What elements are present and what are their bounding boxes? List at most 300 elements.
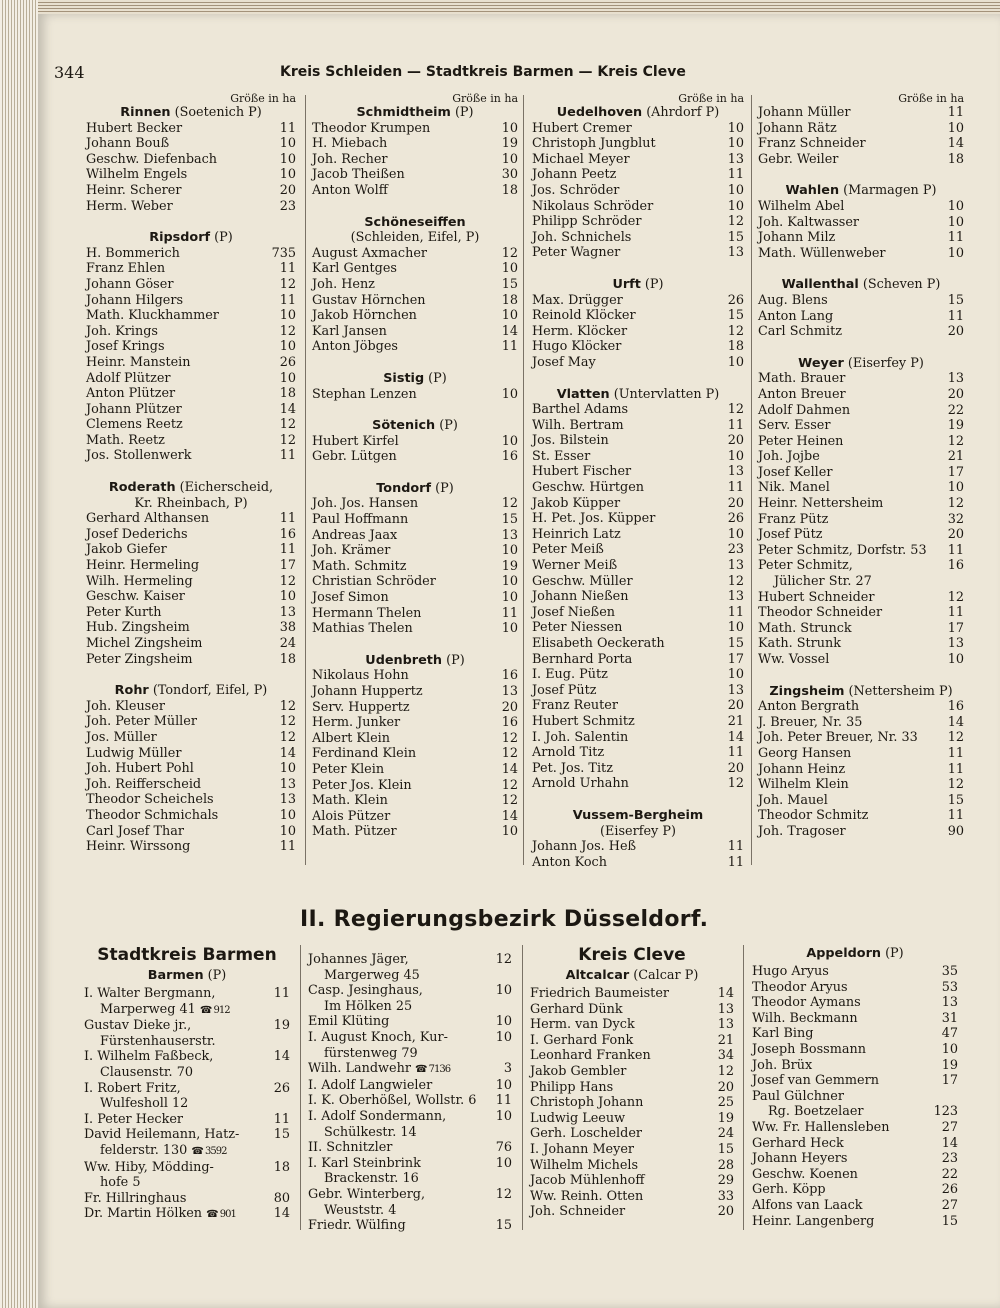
owner-name: Emil Klüting <box>308 1014 390 1030</box>
table-row <box>530 1142 734 1158</box>
owner-name: Geschw. Müller <box>532 573 633 589</box>
table-row <box>84 1112 290 1128</box>
owner-name: Josef Simon <box>312 590 389 606</box>
table-row <box>86 792 296 808</box>
owner-name: Heinr. Wirssong <box>86 839 191 855</box>
owner-name: Wilh. Hermeling <box>86 573 193 589</box>
owner-name: Anton Koch <box>532 854 607 870</box>
table-row <box>308 1078 512 1094</box>
area-ha: 11 <box>947 808 964 824</box>
table-row <box>86 714 296 730</box>
table-row <box>312 793 518 809</box>
owner-name: Serv. Huppertz <box>312 699 410 715</box>
directory-column <box>86 92 296 855</box>
owner-name: I. Wilhelm Faßbeck, <box>84 1049 214 1065</box>
area-ha: 20 <box>947 527 964 543</box>
table-row <box>86 386 296 402</box>
area-ha: 33 <box>717 1188 734 1204</box>
owner-name: Barthel Adams <box>532 402 629 418</box>
table-row <box>86 136 296 152</box>
table-row <box>758 449 964 465</box>
owner-name: Theodor Aryus <box>752 979 848 995</box>
table-row <box>530 1189 734 1205</box>
area-ha: 13 <box>727 682 744 698</box>
table-row <box>752 1198 958 1214</box>
area-ha: 20 <box>947 324 964 340</box>
owner-name: Wilh. Bertram <box>532 417 624 433</box>
address-line: felderstr. 130 ☎ 3592 <box>100 1142 227 1158</box>
area-ha: 12 <box>279 432 296 448</box>
table-row <box>86 746 296 762</box>
owner-name: August Axmacher <box>312 245 428 261</box>
area-ha: 12 <box>947 589 964 605</box>
owner-name: Stephan Lenzen <box>312 386 417 402</box>
owner-name: I. Adolf Sondermann, <box>308 1108 447 1124</box>
unit-label: Größe in ha <box>898 92 964 105</box>
area-ha: 10 <box>727 198 744 214</box>
directory-column <box>84 944 290 1223</box>
table-row <box>532 574 744 590</box>
table-row <box>84 1049 290 1065</box>
page-number: 344 <box>54 63 85 82</box>
area-ha: 11 <box>279 448 296 464</box>
owner-name: Heinr. Langenberg <box>752 1213 875 1229</box>
area-ha: 13 <box>727 464 744 480</box>
owner-name: Math. Schmitz <box>312 558 407 574</box>
table-row <box>758 574 964 590</box>
owner-name: Geschw. Diefenbach <box>86 151 218 167</box>
table-row <box>532 418 744 434</box>
owner-name: Hugo Aryus <box>752 964 829 979</box>
table-row <box>532 152 744 168</box>
table-row <box>530 1111 734 1127</box>
owner-name: Peter Schmitz, <box>758 558 853 574</box>
table-row <box>752 1073 958 1089</box>
table-row <box>532 542 744 558</box>
owner-name: Carl Josef Thar <box>86 823 185 839</box>
area-ha: 12 <box>727 402 744 418</box>
place-postal-note: (P) <box>450 105 474 120</box>
table-row <box>312 434 518 450</box>
area-ha: 10 <box>501 308 518 324</box>
top-page-edges <box>38 0 1000 14</box>
owner-name: Jos. Müller <box>86 729 157 745</box>
owner-name: I. Gerhard Fonk <box>530 1032 634 1048</box>
area-ha: 13 <box>717 1001 734 1017</box>
table-row <box>312 621 518 637</box>
area-ha: 14 <box>501 761 518 777</box>
area-ha: 15 <box>727 229 744 245</box>
area-ha: 14 <box>501 323 518 339</box>
area-ha: 15 <box>941 1213 958 1229</box>
owner-name: Joseph Bossmann <box>752 1041 866 1057</box>
area-ha: 21 <box>947 449 964 465</box>
table-row <box>758 387 964 403</box>
area-ha: 11 <box>947 605 964 621</box>
area-ha: 10 <box>495 1029 512 1045</box>
table-row <box>86 417 296 433</box>
area-ha: 16 <box>947 699 964 715</box>
area-ha: 12 <box>727 776 744 792</box>
owner-name: Joh. Krings <box>86 323 158 339</box>
table-row <box>752 1026 958 1042</box>
table-row <box>752 1042 958 1058</box>
column-rule <box>743 945 744 1230</box>
place-postal-note: (Soetenich P) <box>170 105 262 120</box>
table-row <box>530 1204 734 1220</box>
table-row <box>758 512 964 528</box>
table-row <box>532 527 744 543</box>
table-row <box>312 183 518 199</box>
area-ha: 12 <box>501 496 518 512</box>
table-row <box>530 1126 734 1142</box>
area-ha: 11 <box>279 511 296 527</box>
table-row <box>532 667 744 683</box>
section-gap <box>758 668 964 684</box>
owner-name: Christoph Johann <box>530 1095 644 1111</box>
table-row <box>752 1104 958 1120</box>
owner-name: Josef Keller <box>758 464 833 480</box>
owner-name: Fr. Hillringhaus <box>84 1190 187 1206</box>
table-row <box>758 621 964 637</box>
table-row <box>84 1206 290 1223</box>
owner-name: Arnold Urhahn <box>532 776 629 792</box>
table-row <box>758 293 964 309</box>
owner-name: Gerh. Loschelder <box>530 1126 643 1142</box>
table-row <box>758 246 964 262</box>
area-ha: 10 <box>279 136 296 152</box>
owner-name: Ww. Fr. Hallensleben <box>752 1119 890 1135</box>
table-row <box>86 542 296 558</box>
table-row <box>308 983 512 999</box>
area-ha: 12 <box>501 730 518 746</box>
area-ha: 10 <box>279 761 296 777</box>
area-ha: 18 <box>279 651 296 667</box>
owner-name: Ludwig Leeuw <box>530 1110 626 1126</box>
area-ha: 10 <box>727 120 744 136</box>
spacer <box>308 944 512 952</box>
area-ha: 12 <box>501 777 518 793</box>
area-ha: 17 <box>947 620 964 636</box>
owner-name: Hubert Cremer <box>532 120 632 136</box>
owner-name: Heinr. Manstein <box>86 354 191 370</box>
area-ha: 12 <box>947 496 964 512</box>
area-ha: 3 <box>503 1061 512 1077</box>
table-row <box>532 339 744 355</box>
table-row <box>532 433 744 449</box>
area-ha: 18 <box>273 1159 290 1175</box>
section-gap <box>532 261 744 277</box>
address-line: hofe 5 <box>100 1175 141 1191</box>
owner-name: Joh. Jojbe <box>758 449 820 465</box>
section-heading <box>758 356 964 372</box>
table-row <box>84 1018 290 1034</box>
owner-name: Math. Reetz <box>86 432 165 448</box>
table-row <box>312 731 518 747</box>
table-row <box>312 324 518 340</box>
table-row <box>758 136 964 152</box>
table-row <box>86 839 296 855</box>
area-ha: 10 <box>727 620 744 636</box>
owner-name: Theodor Krumpen <box>312 120 431 136</box>
owner-name: Karl Jansen <box>312 323 387 339</box>
table-row <box>312 574 518 590</box>
area-ha: 11 <box>727 167 744 183</box>
area-ha: 38 <box>279 620 296 636</box>
table-row <box>758 434 964 450</box>
owner-name: Gerh. Köpp <box>752 1182 826 1198</box>
table-row <box>86 355 296 371</box>
area-ha: 10 <box>279 339 296 355</box>
section-heading <box>84 966 290 986</box>
table-row <box>752 1167 958 1183</box>
table-row <box>308 1061 512 1078</box>
area-ha: 23 <box>727 542 744 558</box>
table-row <box>86 199 296 215</box>
table-row <box>758 808 964 824</box>
table-row <box>532 121 744 137</box>
table-row <box>532 214 744 230</box>
table-row <box>530 1080 734 1096</box>
place-postal-note: (P) <box>424 370 447 386</box>
area-ha: 26 <box>727 511 744 527</box>
owner-name: Hubert Becker <box>86 120 183 136</box>
owner-name: David Heilemann, Hatz- <box>84 1127 240 1143</box>
column-rule <box>751 95 752 865</box>
area-ha: 10 <box>501 151 518 167</box>
owner-name: Theodor Schmichals <box>86 807 219 823</box>
area-ha: 13 <box>279 776 296 792</box>
section-gap <box>312 199 518 215</box>
district-heading: Kreis Cleve <box>578 945 686 965</box>
directory-column <box>758 92 964 840</box>
place-postal-note: (Schleiden, Eifel, P) <box>350 230 480 246</box>
table-row <box>86 652 296 668</box>
section-gap <box>86 464 296 480</box>
directory-column <box>308 944 512 1234</box>
section-heading <box>532 105 744 121</box>
owner-name: Franz Pütz <box>758 511 829 527</box>
table-row <box>86 433 296 449</box>
table-row <box>86 620 296 636</box>
owner-name: Elisabeth Oeckerath <box>532 636 665 651</box>
section-gap <box>312 402 518 418</box>
area-ha: 31 <box>941 1010 958 1026</box>
area-ha: 14 <box>727 729 744 745</box>
table-row <box>86 699 296 715</box>
table-row <box>312 528 518 544</box>
owner-name: Gustav Dieke jr., <box>84 1018 192 1034</box>
table-row <box>86 324 296 340</box>
owner-name: Johann Müller <box>758 105 851 120</box>
owner-name: Heinrich Latz <box>532 526 621 542</box>
area-ha: 14 <box>501 808 518 824</box>
table-row <box>312 809 518 825</box>
table-row <box>758 309 964 325</box>
owner-name: Carl Schmitz <box>758 324 842 340</box>
area-ha: 12 <box>279 323 296 339</box>
unit-label: Größe in ha <box>230 92 296 105</box>
area-ha: 10 <box>279 823 296 839</box>
owner-name: Josef Nießen <box>532 604 616 620</box>
area-ha: 20 <box>279 182 296 198</box>
owner-name: Michel Zingsheim <box>86 636 203 651</box>
table-row <box>312 246 518 262</box>
area-ha: 30 <box>501 167 518 183</box>
owner-name: Friedr. Wülfing <box>308 1218 406 1234</box>
table-row <box>312 121 518 137</box>
area-ha: 10 <box>947 120 964 136</box>
section-gap <box>312 465 518 481</box>
phone-number: ☎ 901 <box>206 1209 236 1221</box>
owner-name: Ww. Reinh. Otten <box>530 1188 644 1204</box>
area-ha: 53 <box>941 979 958 995</box>
owner-name: Peter Jos. Klein <box>312 777 412 793</box>
section-heading <box>86 480 296 496</box>
area-ha: 13 <box>941 995 958 1011</box>
place-postal-note: (Eicherscheid, <box>175 480 274 496</box>
owner-name: Math. Pützer <box>312 824 397 840</box>
owner-name: Math. Wüllenweber <box>758 245 886 261</box>
phone-icon: ☎ <box>206 1209 218 1221</box>
section-heading <box>312 418 518 434</box>
area-ha: 11 <box>495 1093 512 1109</box>
place-postal-note: (Eiserfey P) <box>600 823 676 839</box>
owner-name: Serv. Esser <box>758 418 831 434</box>
owner-name: Josef Dederichs <box>86 526 188 542</box>
owner-name: Josef Pütz <box>532 682 597 698</box>
owner-name: Math. Klein <box>312 793 388 809</box>
area-ha: 735 <box>271 245 296 261</box>
table-row <box>532 839 744 855</box>
table-row <box>758 230 964 246</box>
table-row <box>84 1191 290 1207</box>
table-row <box>84 1081 290 1097</box>
table-row <box>86 308 296 324</box>
table-row <box>758 215 964 231</box>
table-row <box>312 778 518 794</box>
place-name: Schmidtheim <box>356 105 451 120</box>
table-row <box>86 527 296 543</box>
table-row <box>752 1011 958 1027</box>
table-row <box>758 762 964 778</box>
area-ha: 13 <box>947 636 964 652</box>
address-line: Margerweg 45 <box>324 967 420 983</box>
area-ha: 28 <box>717 1157 734 1173</box>
area-ha: 32 <box>947 511 964 527</box>
section-heading <box>532 277 744 293</box>
owner-name: Nikolaus Schröder <box>532 198 654 214</box>
place-postal-note: (Eiserfey P) <box>843 355 924 371</box>
owner-name: I. Eug. Pütz <box>532 667 608 683</box>
table-row <box>312 746 518 762</box>
area-ha: 10 <box>501 120 518 136</box>
area-ha: 11 <box>273 1111 290 1127</box>
owner-name: Johann Heyers <box>752 1151 848 1167</box>
owner-name: Joh. Henz <box>312 276 375 292</box>
area-ha: 10 <box>501 824 518 840</box>
address-line: Marperweg 41 ☎ 912 <box>100 1001 230 1017</box>
area-ha: 16 <box>501 668 518 684</box>
table-row <box>532 714 744 730</box>
area-ha: 17 <box>727 651 744 667</box>
area-ha: 20 <box>501 699 518 715</box>
owner-name: Jacob Mühlenhoff <box>530 1173 645 1189</box>
area-ha: 12 <box>727 323 744 339</box>
area-ha: 13 <box>947 371 964 387</box>
owner-name: Hubert Kirfel <box>312 433 399 449</box>
place-postal-note: Kr. Rheinbach, P) <box>134 495 248 511</box>
area-ha: 13 <box>717 1017 734 1033</box>
place-postal-note: (Untervlatten P) <box>609 386 720 402</box>
area-ha: 12 <box>279 276 296 292</box>
table-row <box>308 1187 512 1203</box>
owner-name: Wilhelm Abel <box>758 198 845 214</box>
table-row <box>758 105 964 121</box>
table-row <box>86 277 296 293</box>
area-ha: 24 <box>279 636 296 651</box>
area-ha: 27 <box>941 1197 958 1213</box>
owner-name: Gerhard Heck <box>752 1135 844 1151</box>
area-ha: 76 <box>495 1140 512 1156</box>
owner-name: Adolf Dahmen <box>758 402 851 418</box>
owner-name: Jakob Hörnchen <box>312 308 417 324</box>
section-gap <box>758 261 964 277</box>
table-row <box>86 402 296 418</box>
owner-name: Jos. Stollenwerk <box>86 448 192 464</box>
unit-label: Größe in ha <box>678 92 744 105</box>
area-ha: 19 <box>941 1057 958 1073</box>
owner-name: Joh. Jos. Hansen <box>312 496 419 512</box>
phone-icon: ☎ <box>415 1064 427 1076</box>
section-heading <box>532 387 744 403</box>
owner-name: Joh. Kaltwasser <box>758 214 860 230</box>
table-row <box>532 324 744 340</box>
area-ha: 11 <box>501 605 518 621</box>
owner-name: Hub. Zingsheim <box>86 620 190 636</box>
area-ha: 16 <box>501 715 518 731</box>
table-row <box>312 308 518 324</box>
owner-name: Gerhard Althansen <box>86 511 210 527</box>
area-ha: 10 <box>501 261 518 277</box>
table-row <box>86 121 296 137</box>
area-ha: 20 <box>727 433 744 449</box>
area-ha: 23 <box>279 198 296 214</box>
area-ha: 11 <box>947 745 964 761</box>
owner-name: Johann Jos. Heß <box>532 839 637 855</box>
table-row <box>312 668 518 684</box>
address-line: Clausenstr. 70 <box>100 1064 193 1080</box>
owner-name: II. Schnitzler <box>308 1140 393 1156</box>
area-ha: 20 <box>727 495 744 511</box>
section-heading <box>312 215 518 231</box>
area-ha: 23 <box>941 1151 958 1167</box>
owner-name: Hermann Thelen <box>312 605 422 621</box>
table-row <box>312 543 518 559</box>
place-postal-note: (P) <box>431 480 454 496</box>
table-row <box>758 746 964 762</box>
area-ha: 16 <box>501 449 518 465</box>
area-ha: 18 <box>501 182 518 198</box>
area-ha: 11 <box>279 839 296 855</box>
directory-column <box>530 944 734 1220</box>
table-row <box>758 824 964 840</box>
owner-name: Joh. Reifferscheid <box>86 776 202 792</box>
column-rule <box>300 945 301 1230</box>
owner-name: Ww. Vossel <box>758 652 830 667</box>
owner-name: Josef Pütz <box>758 527 823 543</box>
place-name: Rohr <box>114 683 149 699</box>
